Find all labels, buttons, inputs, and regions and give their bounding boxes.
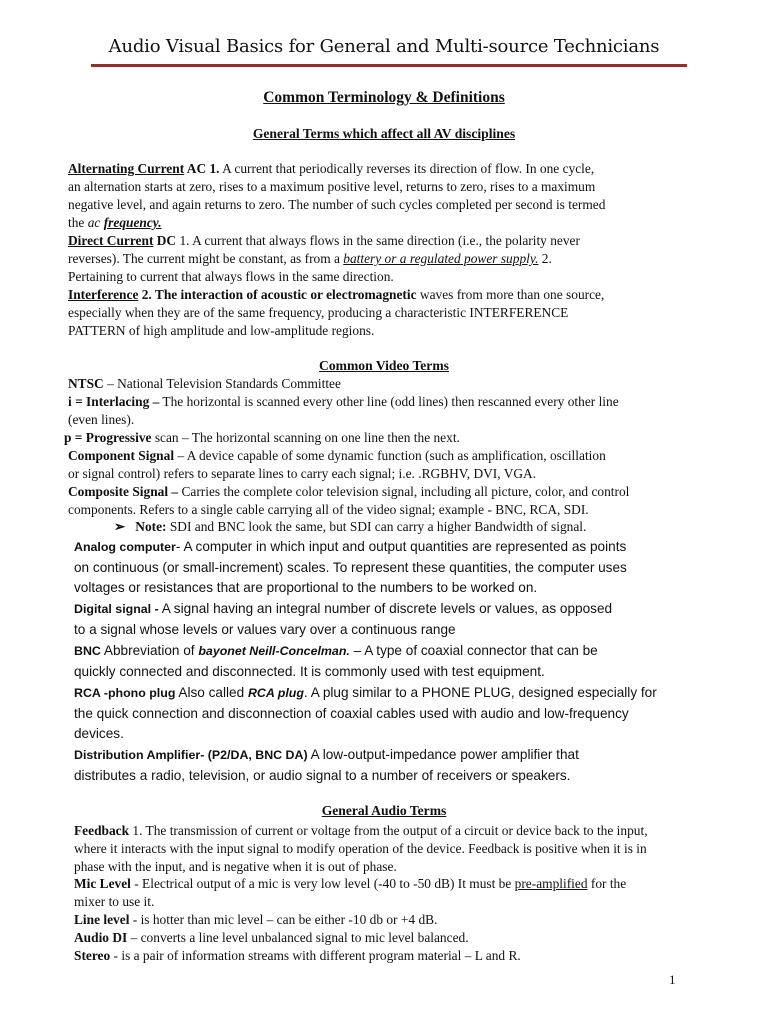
entry-audio-di: Audio DI – converts a line level unbalanced signal to mic level balanced.: [74, 930, 469, 945]
term-direct-current: Direct Current: [68, 233, 154, 248]
entry-digital-signal: Digital signal - A signal having an integral number of discrete levels or values, as opposed to a signal whose levels or values vary over a continuous range: [74, 601, 613, 637]
header-rule: [91, 64, 687, 67]
video-terms-heading: Common Video Terms: [319, 358, 449, 373]
entry-line-level: Line level - is hotter than mic level – can be either -10 db or +4 dB.: [74, 912, 438, 927]
entry-interlacing: i = Interlacing – The horizontal is scanned every other line (odd lines) then rescanned every other line (even lines).: [68, 394, 619, 427]
frequency-link[interactable]: frequency.: [103, 214, 162, 230]
note-bullet: ➢ Note: SDI and BNC look the same, but SDI can carry a higher Bandwidth of signal.: [114, 519, 587, 534]
entry-composite-signal: Composite Signal – Carries the complete color television signal, including all picture, color, and control components. Refers to a single cable carrying all of the video signal; example - BNC, RCA, SDI.: [68, 484, 630, 517]
power-supply-link[interactable]: battery or a regulated power supply.: [343, 250, 539, 266]
entry-interference: Interference 2. The interaction of acoustic or electromagnetic waves from more than one source, especially when they are of the same frequency, producing a characteristic INTERFERENCE PATTERN of high amplitude and low-amplitude regions.: [68, 287, 605, 338]
entry-bnc: BNC Abbreviation of bayonet Neill-Concelman. – A type of coaxial connector that can be quickly connected and disconnected. It is commonly used with test equipment.: [74, 643, 598, 679]
entry-direct-current: Direct Current DC 1. A current that always flows in the same direction (i.e., the polarity never reverses). The current might be constant, as from a battery or a regulated power supply. 2. Pertaining to current that always flows in the same direction.: [68, 233, 580, 284]
entry-progressive: p = Progressive scan – The horizontal scanning on one line then the next.: [64, 430, 460, 445]
general-terms-heading: General Terms which affect all AV disciplines: [252, 126, 516, 141]
entry-analog-computer: Analog computer- A computer in which input and output quantities are represented as points on continuous (or small-increment) scales. To represent these quantities, the computer uses voltages or resistances that are proportional to the numbers to be worked on.: [74, 539, 627, 595]
entry-distribution-amplifier: Distribution Amplifier- (P2/DA, BNC DA) A low-output-impedance power amplifier that distributes a radio, television, or audio signal to a number of receivers or speakers.: [74, 747, 579, 783]
audio-terms-heading: General Audio Terms: [321, 803, 447, 818]
entry-rca-phono-plug: RCA -phono plug Also called RCA plug. A plug similar to a PHONE PLUG, designed especially for the quick connection and disconnection of coaxial cables used with audio and low-frequency devices.: [74, 685, 657, 741]
term-interference: Interference: [68, 287, 139, 302]
entry-component-signal: Component Signal – A device capable of some dynamic function (such as amplification, oscillation or signal control) refers to separate lines to carry each signal; i.e. .RGBHV, DVI, VGA.: [68, 448, 606, 481]
entry-feedback: Feedback 1. The transmission of current or voltage from the output of a circuit or device back to the input, where it interacts with the input signal to modify operation of the device. Feedback is positive when it is in phase with the input, and is negative when it is out of phase.: [74, 823, 648, 874]
header-title: Audio Visual Basics for General and Multi-source Technicians: [108, 36, 660, 57]
pre-amplified-link[interactable]: pre-amplified: [514, 876, 588, 891]
entry-ntsc: NTSC – National Television Standards Committee: [68, 376, 341, 391]
entry-mic-level: Mic Level - Electrical output of a mic is very low level (-40 to -50 dB) It must be pre-amplified for the mixer to use it.: [74, 876, 627, 909]
entry-stereo: Stereo - is a pair of information streams with different program material – L and R.: [74, 948, 521, 963]
page-number: 1: [669, 972, 676, 987]
page-title: Common Terminology & Definitions: [263, 89, 505, 106]
entry-alternating-current: Alternating Current AC 1. A current that periodically reverses its direction of flow. In one cycle, an alternation starts at zero, rises to a maximum positive level, returns to zero, rises to a maximum negative level, and again returns to zero. The number of such cycles completed per second is termed the ac frequency.: [68, 161, 606, 230]
term-alternating-current: Alternating Current: [68, 161, 185, 176]
arrow-bullet-icon: ➢: [114, 519, 126, 534]
